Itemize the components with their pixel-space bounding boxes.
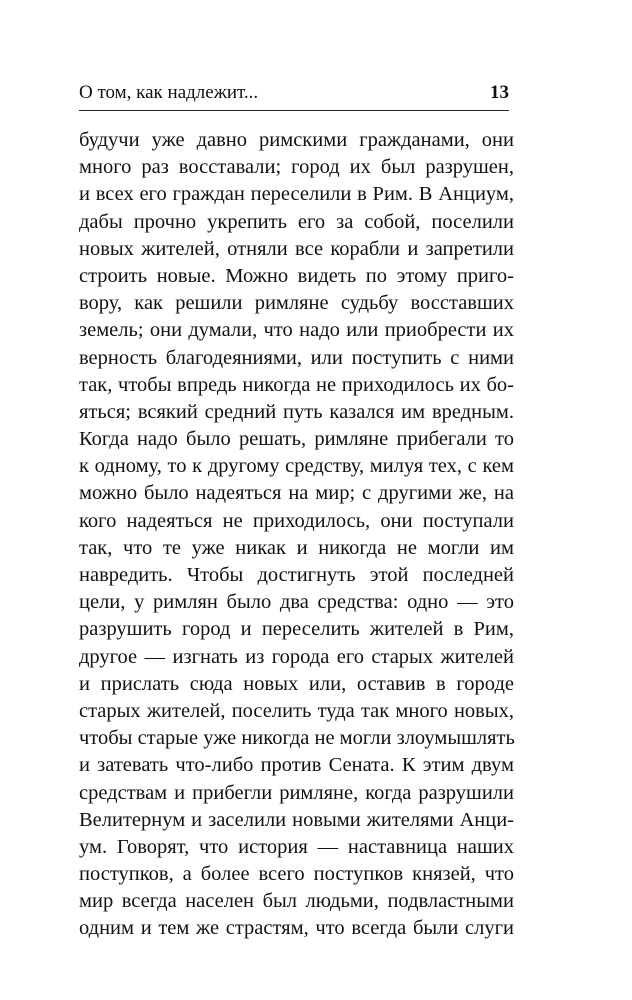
text-line: Велитернум и заселили новыми жителями Анци-	[79, 808, 514, 831]
text-line: строить новые. Можно видеть по этому приго-	[79, 264, 514, 287]
text-line: старых жителей, поселить туда так много новых,	[79, 699, 514, 722]
text-line: и прислать сюда новых или, оставив в городе	[79, 672, 514, 695]
body-text	[79, 127, 514, 943]
text-line: вору, как решили римляне судьбу восставших	[79, 292, 514, 315]
text-line: верность благодеяниями, или поступить с ними	[79, 346, 514, 369]
text-line: можно было надеяться на мир; с другими же, на	[79, 482, 514, 505]
text-line: и всех его граждан переселили в Рим. В Анциум,	[79, 183, 514, 206]
text-line: разрушить город и переселить жителей в Рим,	[79, 618, 514, 641]
text-line: цели, у римлян было два средства: одно — это	[79, 591, 514, 614]
text-line: ум. Говорят, что история — наставница наших	[79, 835, 514, 858]
running-title: О том, как надлежит...	[79, 82, 259, 103]
text-line: средствам и прибегли римляне, когда разрушили	[79, 781, 514, 804]
page-number: 13	[490, 82, 509, 103]
header-divider	[79, 110, 509, 111]
text-line: яться; всякий средний путь казался им вредным.	[79, 400, 514, 423]
text-line: так, чтобы впредь никогда не приходилось их бо-	[79, 373, 514, 396]
text-line: дабы прочно укрепить его за собой, поселили	[79, 210, 514, 233]
text-line: поступков, а более всего поступков князей, что	[79, 863, 514, 886]
text-line: Когда надо было решать, римляне прибегали то	[79, 428, 514, 451]
running-head	[79, 80, 509, 106]
text-line: новых жителей, отняли все корабли и запретили	[79, 237, 514, 260]
text-line: земель; они думали, что надо или приобрести их	[79, 319, 514, 342]
text-line: много раз восставали; город их был разрушен,	[79, 156, 514, 179]
text-line: мир всегда населен был людьми, подвластными	[79, 890, 514, 913]
text-line: навредить. Чтобы достигнуть этой последней	[79, 564, 514, 586]
text-line: чтобы старые уже никогда не могли злоумышлять	[79, 727, 515, 750]
text-line: другое — изгнать из города его старых жителей	[79, 645, 514, 668]
text-line: так, что те уже никак и никогда не могли им	[79, 536, 514, 559]
text-line: будучи уже давно римскими гражданами, они	[79, 129, 514, 151]
text-line: и затевать что-либо против Сената. К этим двум	[79, 754, 514, 777]
text-line: к одному, то к другому средству, милуя тех, с кем	[79, 455, 514, 478]
text-line: одним и тем же страстям, что всегда были слуги	[79, 917, 514, 940]
text-line: кого надеяться не приходилось, они поступали	[79, 509, 514, 532]
